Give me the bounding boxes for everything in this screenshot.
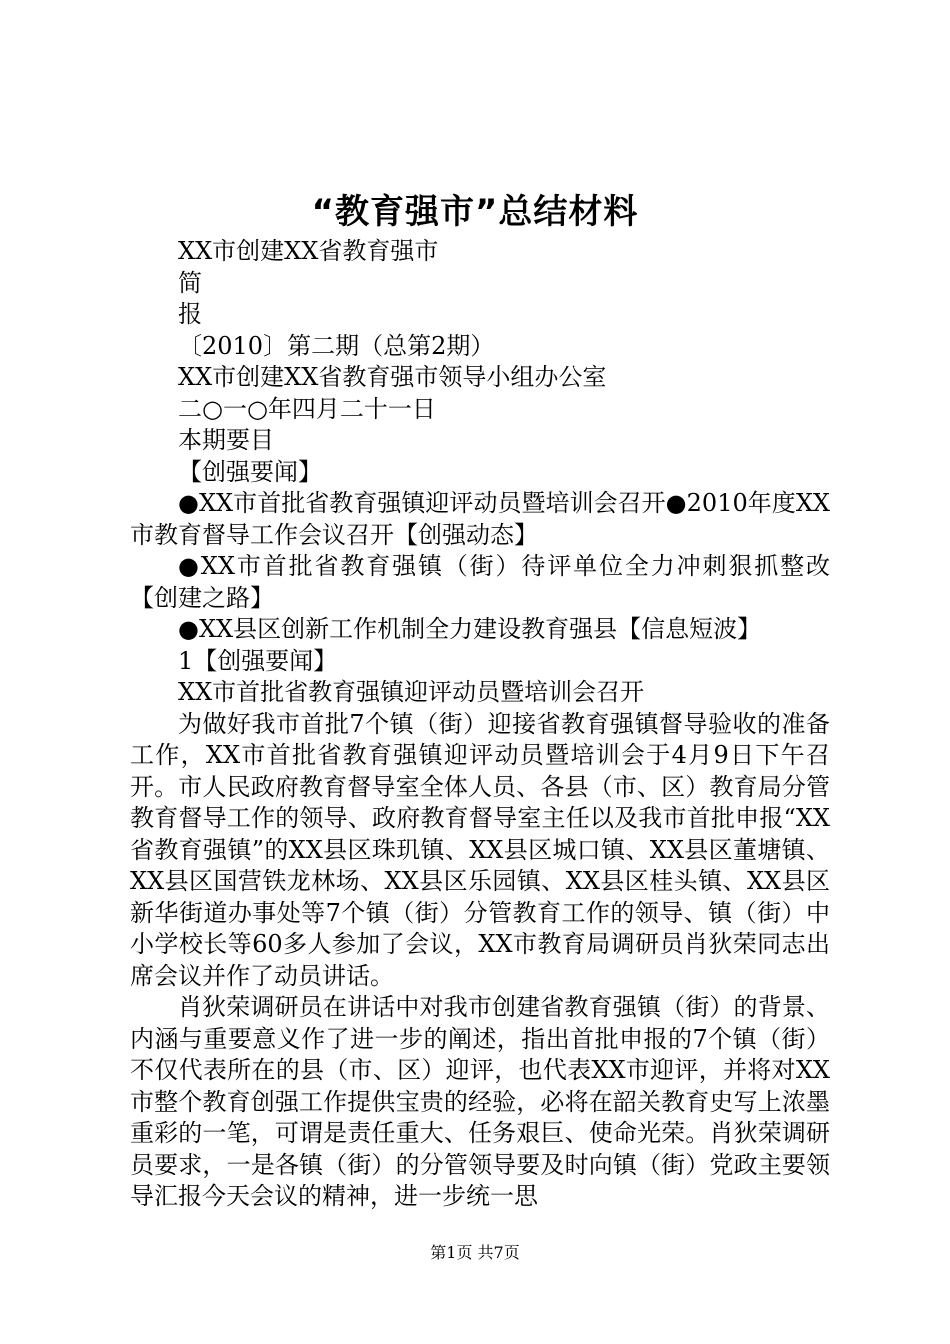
body-paragraph: 肖狄荣调研员在讲话中对我市创建省教育强镇（街）的背景、内涵与重要意义作了进一步的阐述，指出首批申报的7个镇（街）不仅代表所在的县（市、区）迎评，也代表XX市迎评，并将对XX市整个教育创强工作提供宝贵的经验，必将在韶关教育史写上浓墨重彩的一笔，可谓是责任重大、任务艰巨、使命光荣。肖狄荣调研员要求，一是各镇（街）的分管领导要及时向镇（街）党政主要领导汇报今天会议的精神，进一步统一思 — [130, 993, 830, 1210]
body-paragraph: XX市创建XX省教育强市 — [178, 237, 439, 265]
body-paragraph: 【创强要闻】 — [178, 457, 322, 486]
body-paragraph: ●XX县区创新工作机制全力建设教育强县【信息短波】 — [178, 615, 762, 643]
document-body — [130, 236, 830, 1213]
body-paragraph: 1【创强要闻】 — [178, 646, 338, 675]
document-title: “教育强市”总结材料 — [311, 192, 639, 232]
body-paragraph: XX市首批省教育强镇迎评动员暨培训会召开 — [178, 678, 645, 706]
body-paragraph: XX市创建XX省教育强市领导小组办公室 — [178, 363, 607, 391]
page-footer: 第1页 共7页 — [430, 1243, 520, 1262]
body-paragraph: 为做好我市首批7个镇（街）迎接省教育强镇督导验收的准备工作，XX市首批省教育强镇迎评动员暨培训会于4月9日下午召开。市人民政府教育督导室全体人员、各县（市、区）教育局分管教育督导工作的领导、政府教育督导室主任以及我市首批申报“XX省教育强镇”的XX县区珠玑镇、XX县区城口镇、XX县区董塘镇、XX县区国营铁龙林场、XX县区乐园镇、XX县区桂头镇、XX县区新华街道办事处等7个镇（街）分管教育工作的领导、镇（街）中小学校长等60多人参加了会议，XX市教育局调研员肖狄荣同志出席会议并作了动员讲话。 — [130, 709, 830, 990]
body-paragraph: ●XX市首批省教育强镇（街）待评单位全力冲刺狠抓整改【创建之路】 — [130, 552, 830, 612]
body-paragraph: 二○一○年四月二十一日 — [178, 394, 436, 423]
body-paragraph: 报 — [178, 300, 202, 328]
body-paragraph: 本期要目 — [178, 426, 274, 454]
body-paragraph: 简 — [178, 268, 202, 297]
body-paragraph: ●XX市首批省教育强镇迎评动员暨培训会召开●2010年度XX市教育督导工作会议召开【创强动态】 — [130, 489, 830, 549]
body-paragraph: 〔2010〕第二期（总第2期） — [178, 331, 495, 360]
